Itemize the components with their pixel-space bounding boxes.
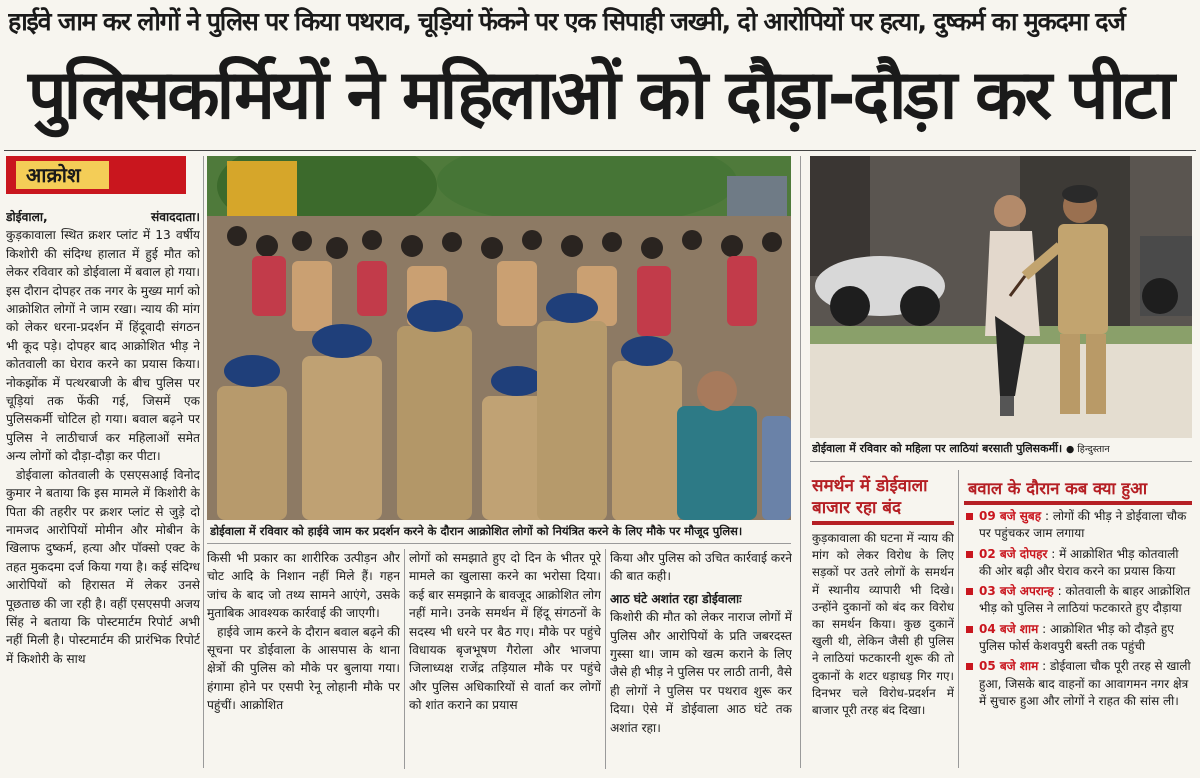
article-paragraph: किसी भी प्रकार का शारीरिक उत्पीड़न और चोट आदि के निशान नहीं मिले हैं। गहन जांच के बाद जो तथ्य सामने आएंगे, उसके मुताबिक आवश्यक कार्रवाई की जाएगी। — [207, 551, 400, 621]
main-photo-caption: डोईवाला में रविवार को हाईवे जाम कर प्रदर्शन करने के दौरान आक्रोशित लोगों को नियंत्रित करने के लिए मौके पर मौजूद पुलिस। — [210, 524, 743, 538]
column-divider — [605, 549, 606, 769]
article-column-1 — [6, 208, 200, 770]
bullet-square-icon — [966, 588, 973, 595]
main-photo-police-crowd — [207, 156, 791, 520]
column-divider — [203, 156, 204, 768]
timeline-time: 03 बजे अपरान्ह — [979, 584, 1054, 599]
bullet-square-icon — [966, 663, 973, 670]
timeline-time: 04 बजे शाम — [979, 621, 1039, 636]
timeline-text: : में आक्रोशित भीड़ कोतवाली की ओर बढ़ी और घेराव करने का प्रयास किया — [979, 546, 1179, 578]
timeline-text: : डोईवाला चौक पूरी तरह से खाली हुआ, जिसके बाद वाहनों का आवागमन नगर क्षेत्र में सुचारु हुआ और लोगों ने राहत की सांस ली। — [979, 659, 1191, 708]
article-paragraph: किशोरी की मौत को लेकर नाराज लोगों में पुलिस और आरोपियों के प्रति जबरदस्त गुस्सा था। जाम को खत्म कराने के लिए जैसे ही भीड़ ने पुलिस पर लाठी तानी, वैसे ही लोगों ने पुलिस पर पथराव शुरू कर दिया। ऐसे में डोईवाला आठ घंटे तक अशांत रहा। — [610, 610, 792, 735]
timeline-item — [964, 583, 1192, 618]
side-photo-illustration — [810, 156, 1192, 438]
section-tag-label: आक्रोश — [16, 161, 109, 189]
timeline-text: : आक्रोशित भीड़ को दौड़ते हुए पुलिस फोर्स केशवपुरी बस्ती तक पहुंची — [979, 621, 1174, 654]
support-box-heading-line2: बाजार रहा बंद — [812, 498, 902, 518]
photo-credit: ● हिन्दुस्तान — [1066, 444, 1110, 455]
caption-divider — [207, 543, 791, 544]
dateline-place: डोईवाला, — [6, 210, 48, 224]
article-subhead: आठ घंटे अशांत रहा डोईवालाः — [610, 591, 742, 606]
side-photo-caption-row — [812, 440, 1192, 459]
kicker-headline: हाईवे जाम कर लोगों ने पुलिस पर किया पथराव, चूड़ियां फेंकने पर एक सिपाही जख्मी, दो आरोपियों पर हत्या, दुष्कर्म का मुकदमा दर्ज — [8, 7, 1125, 36]
bullet-square-icon — [966, 551, 973, 558]
timeline-time: 05 बजे शाम — [979, 659, 1039, 674]
timeline-item — [964, 658, 1192, 710]
timeline-text: : लोगों की भीड़ ने डोईवाला चौक पर पहुंचकर जाम लगाया — [979, 509, 1187, 541]
support-box-heading-line1: समर्थन में डोईवाला — [812, 476, 928, 496]
article-paragraph: लोगों को समझाते हुए दो दिन के भीतर पूरे मामले का खुलासा करने का भरोसा दिया। कई बार समझाने के बावजूद आक्रोशित लोग नहीं माने। उनके समर्थन में हिंदू संगठनों के सदस्य भी धरने पर बैठ गए। मौके पर पहुंचे विधायक बृजभूषण गैरोला और भाजपा जिलाध्यक्ष राजेंद्र तड़ियाल मौके पर पहुंचे और पुलिस अधिकारियों से वार्ता कर लोगों को शांत कराने का प्रयास — [409, 551, 601, 713]
article-paragraph: डोईवाला कोतवाली के एसएसआई विनोद कुमार ने बताया कि इस मामले में किशोरी के पिता की तहरीर पर क्रशर प्लांट से जुड़े दो नामजद आरोपियों मोमीन और मोबीन के खिलाफ दुष्कर्म, हत्या और पॉक्सो एक्ट के तहत मुकदमा दर्ज किया गया है। कई संदिग्ध आरोपियों को हिरासत में लेकर उनसे पूछताछ की जा रही है। वहीं एसएसपी अजय सिंह ने बताया कि पोस्टमार्टम रिपोर्ट अभी नहीं मिली है। पोस्टमार्टम की प्रारंभिक रिपोर्ट में किशोरी के साथ — [6, 467, 200, 666]
dateline-source: संवाददाता। — [151, 210, 200, 224]
caption-divider — [810, 461, 1192, 462]
bullet-square-icon — [966, 626, 973, 633]
column-divider — [404, 549, 405, 769]
timeline-time: 09 बजे सुबह — [979, 509, 1042, 523]
timeline-list — [964, 508, 1192, 713]
article-paragraph: किया और पुलिस को उचित कार्रवाई करने की बात कही। — [610, 551, 792, 584]
article-column-3 — [409, 549, 601, 771]
timeline-text: : कोतवाली के बाहर आक्रोशित भीड़ को पुलिस ने लाठियां फटकारते हुए दौड़ाया — [979, 584, 1191, 616]
timeline-item — [964, 508, 1192, 543]
timeline-heading: बवाल के दौरान कब क्या हुआ — [968, 479, 1148, 498]
article-column-4 — [610, 549, 792, 771]
timeline-item — [964, 546, 1192, 581]
dateline — [6, 208, 200, 226]
section-tag — [6, 156, 186, 194]
support-box-body — [812, 530, 954, 770]
support-box-text: कुड़कावाला की घटना में न्याय की मांग को लेकर विरोध के लिए सड़कों पर उतरे लोगों के समर्थन में स्थानीय व्यापारी भी दिखे। उन्होंने दुकानों को बंद कर विरोध का समर्थन किया। कुछ दुकानें खुली थी, लेकिन जैसी ही पुलिस ने लाठियां फटकारनी शुरू की तो दुकानों के शटर धड़ाधड़ गिर गए। दिनभर चले विरोध-प्रदर्शन में बाजार पूरी तरह बंद दिखा। — [812, 531, 954, 718]
timeline-item — [964, 621, 1192, 656]
support-box-heading — [812, 475, 954, 519]
main-headline: पुलिसकर्मियों ने महिलाओं को दौड़ा-दौड़ा कर पीटा — [28, 56, 1172, 135]
timeline-time: 02 बजे दोपहर — [979, 546, 1048, 561]
article-paragraph: कुड़कावाला स्थित क्रशर प्लांट में 13 वर्षीय किशोरी की संदिग्ध हालात में हुई मौत को लेकर रविवार को डोईवाला में बवाल हो गया। इस दौरान दोपहर तक नगर के मुख्य मार्ग को आक्रोशित लोगों ने जाम रखा। न्याय की मांग को लेकर धरना-प्रदर्शन में हिंदूवादी संगठन भी कूद पड़े। दोपहर बाद आक्रोशित भीड़ ने कोतवाली का घेराव करने का प्रयास किया। नोकझोंक में पत्थरबाजी के बीच पुलिस पर चूड़ियां तक फेंकी गई, जिसमें एक पुलिसकर्मी चोटिल हो गया। बवाल बढ़ने पर पुलिस ने लाठीचार्ज कर महिलाओं समेत अन्य लोगों को दौड़ा-दौड़ा कर पीटा। — [6, 228, 200, 464]
timeline-underline — [964, 501, 1192, 505]
bullet-square-icon — [966, 513, 973, 520]
column-divider — [800, 156, 801, 768]
column-divider — [958, 470, 959, 768]
side-photo-caption: डोईवाला में रविवार को महिला पर लाठियां बरसाती पुलिसकर्मी। — [812, 442, 1063, 455]
headline-divider — [4, 150, 1196, 151]
article-column-2 — [207, 549, 400, 771]
article-paragraph: हाईवे जाम करने के दौरान बवाल बढ़ने की सूचना पर डोईवाला के आसपास के थाना क्षेत्रों की पुलिस को मौके पर बुलाया गया। हंगामा होने पर एसपी रेनू लोहानी मौके पर पहुंचीं। आक्रोशित — [207, 624, 400, 713]
side-photo-police-beating — [810, 156, 1192, 438]
main-photo-illustration — [207, 156, 791, 520]
support-box-underline — [812, 521, 954, 525]
